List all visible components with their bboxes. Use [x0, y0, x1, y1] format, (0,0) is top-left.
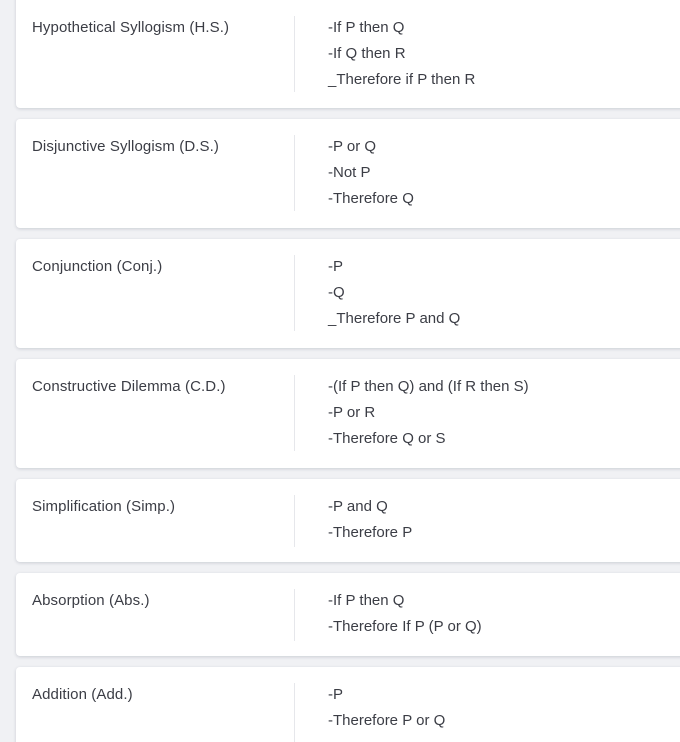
definition-line: -Therefore Q: [328, 190, 414, 207]
term-card[interactable]: [16, 0, 680, 108]
definition-line: -If P then Q: [328, 592, 405, 609]
definition: [328, 258, 460, 336]
term-card[interactable]: [16, 359, 680, 468]
definition-line: -Therefore Q or S: [328, 430, 446, 447]
term-card[interactable]: [16, 667, 680, 742]
definition-line: -Not P: [328, 164, 371, 181]
definition: [328, 498, 412, 550]
term-label: Constructive Dilemma (C.D.): [32, 378, 226, 395]
definition-line: -If P then Q: [328, 19, 405, 36]
term-card[interactable]: [16, 119, 680, 228]
definition-line: -If Q then R: [328, 45, 406, 62]
definition-line: -Therefore P or Q: [328, 712, 446, 729]
card-divider: [294, 375, 295, 451]
definition: [328, 138, 414, 216]
definition-line: -Q: [328, 284, 345, 301]
definition-line: -P: [328, 686, 343, 703]
term-card[interactable]: [16, 239, 680, 348]
term-card[interactable]: [16, 479, 680, 562]
term-label: Absorption (Abs.): [32, 592, 150, 609]
term-label: Addition (Add.): [32, 686, 133, 703]
definition: [328, 19, 475, 97]
card-divider: [294, 495, 295, 547]
definition: [328, 378, 529, 456]
card-divider: [294, 16, 295, 92]
card-divider: [294, 135, 295, 211]
definition-line: -P: [328, 258, 343, 275]
term-label: Simplification (Simp.): [32, 498, 176, 515]
term-label: Disjunctive Syllogism (D.S.): [32, 138, 220, 155]
term-label: Hypothetical Syllogism (H.S.): [32, 19, 230, 36]
definition: [328, 592, 482, 644]
definition-line: -P or R: [328, 404, 376, 421]
card-divider: [294, 589, 295, 641]
definition-line: _Therefore P and Q: [328, 310, 461, 327]
term-label: Conjunction (Conj.): [32, 258, 163, 275]
term-card[interactable]: [16, 573, 680, 656]
definition-line: -(If P then Q) and (If R then S): [328, 378, 529, 395]
definition-line: _Therefore if P then R: [328, 71, 476, 88]
definition-line: -Therefore P: [328, 524, 413, 541]
definition-line: -P and Q: [328, 498, 388, 515]
definition-line: -Therefore If P (P or Q): [328, 618, 482, 635]
definition: [328, 686, 445, 738]
card-divider: [294, 683, 295, 742]
card-divider: [294, 255, 295, 331]
definition-line: -P or Q: [328, 138, 377, 155]
